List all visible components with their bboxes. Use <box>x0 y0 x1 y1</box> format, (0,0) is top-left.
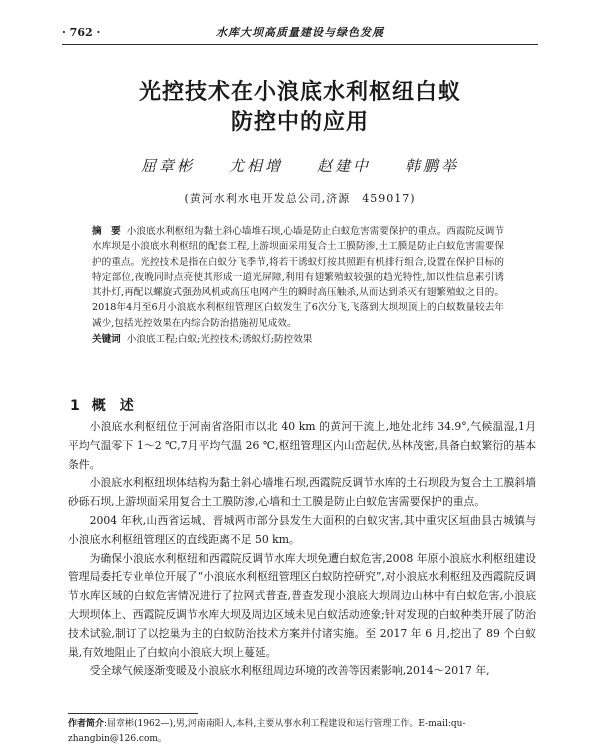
footnote-label: 作者简介 <box>68 719 105 729</box>
author: 屈章彬 <box>140 157 195 175</box>
paragraph: 小浪底水利枢纽位于河南省洛阳市以北 40 km 的黄河干流上,地处北纬 34.9°,气候温湿,1月平均气温零下 1～2 ℃,7月平均气温 26 ℃,枢纽管理区内山峦起伏,丛林茂密,具备白蚁繁衍的基本条件。 <box>68 420 536 471</box>
body-text <box>68 418 536 681</box>
footnote <box>68 717 536 747</box>
paragraph: 为确保小浪底水利枢纽和西霞院反调节水库大坝免遭白蚁危害,2008 年原小浪底水利枢纽建设管理局委托专业单位开展了“小浪底水利枢纽管理区白蚁防控研究”,对小浪底水利枢纽及西霞院反调节水库区域的白蚁危害情况进行了拉网式普查,普查发现小浪底大坝周边山林中有白蚁危害,小浪底大坝坝体上、西霞院反调节水库大坝及周边区域未见白蚁活动迹象;针对发现的白蚁种类开展了防治技术试验,制订了以挖巢为主的白蚁防治技术方案并付诸实施。至 2017 年 6 月,挖出了 89 个白蚁巢,有效地阻止了白蚁向小浪底大坝上蔓延。 <box>68 551 536 659</box>
section-number: 1 <box>70 398 80 414</box>
paper-title <box>62 78 538 138</box>
author: 尤相增 <box>228 157 283 175</box>
keywords-text: 小浪底工程;白蚁;光控技术;诱蚁灯;防控效果 <box>126 334 313 346</box>
journal-title: 水库大坝高质量建设与绿色发展 <box>216 26 384 39</box>
title-line-1: 光控技术在小浪底水利枢纽白蚁 <box>138 80 461 105</box>
author-list <box>62 155 538 176</box>
paragraph: 受全球气候逐渐变暖及小浪底水利枢纽周边环境的改善等因素影响,2014～2017 年, <box>89 664 490 678</box>
header-rule <box>62 44 538 45</box>
page-number: · 762 · <box>62 26 101 39</box>
section-heading <box>70 395 134 415</box>
affiliation: (黄河水利水电开发总公司,济源 459017) <box>184 192 416 205</box>
abstract <box>92 224 504 347</box>
author: 赵建中 <box>317 157 372 175</box>
footnote-text: :屈章彬(1962—),男,河南南阳人,本科,主要从事水利工程建设和运行管理工作。E-mail:qu-zhangbin@126.com。 <box>68 719 466 744</box>
abstract-label: 摘 要 <box>92 226 121 237</box>
section-title: 概 述 <box>91 398 134 414</box>
keywords-label: 关键词 <box>92 334 121 346</box>
paragraph: 2004 年秋,山西省运城、晋城两市部分县发生大面积的白蚁灾害,其中重灾区垣曲县古城镇与小浪底水利枢纽管理区的直线距离不足 50 km。 <box>68 513 536 546</box>
footnote-rule <box>68 713 198 714</box>
paragraph: 小浪底水利枢纽坝体结构为黏土斜心墙堆石坝,西霞院反调节水库的土石坝段为复合土工膜斜墙砂砾石坝,上游坝面采用复合土工膜防渗,心墙和土工膜是防止白蚁危害需要保护的重点。 <box>68 476 536 509</box>
title-line-2: 防控中的应用 <box>230 110 369 135</box>
abstract-text: 小浪底水利枢纽为黏土斜心墙堆石坝,心墙是防止白蚁危害需要保护的重点。西霞院反调节水库坝是小浪底水利枢纽的配套工程,上游坝面采用复合土工膜防渗,土工膜是防止白蚁危害需要保护的重点。光控技术是指在白蚁分飞季节,将若干诱蚁灯按其照距有机排行组合,设置在保护目标的特定部位,夜晚同时点亮使其形成一道光屏障,利用有翅繁殖蚁较强的趋光特性,加以性信息素引诱其扑灯,再配以螺旋式强劲风机或高压电网产生的瞬时高压触杀,从而达到杀灭有翅繁殖蚁之目的。2018年4月至6月小浪底水利枢纽管理区白蚁发生了6次分飞,飞落到大坝坝顶上的白蚁数量较去年减少,包括光控效果在内综合防治措施初见成效。 <box>92 226 504 329</box>
author: 韩鹏举 <box>405 157 460 175</box>
running-header <box>62 24 538 42</box>
